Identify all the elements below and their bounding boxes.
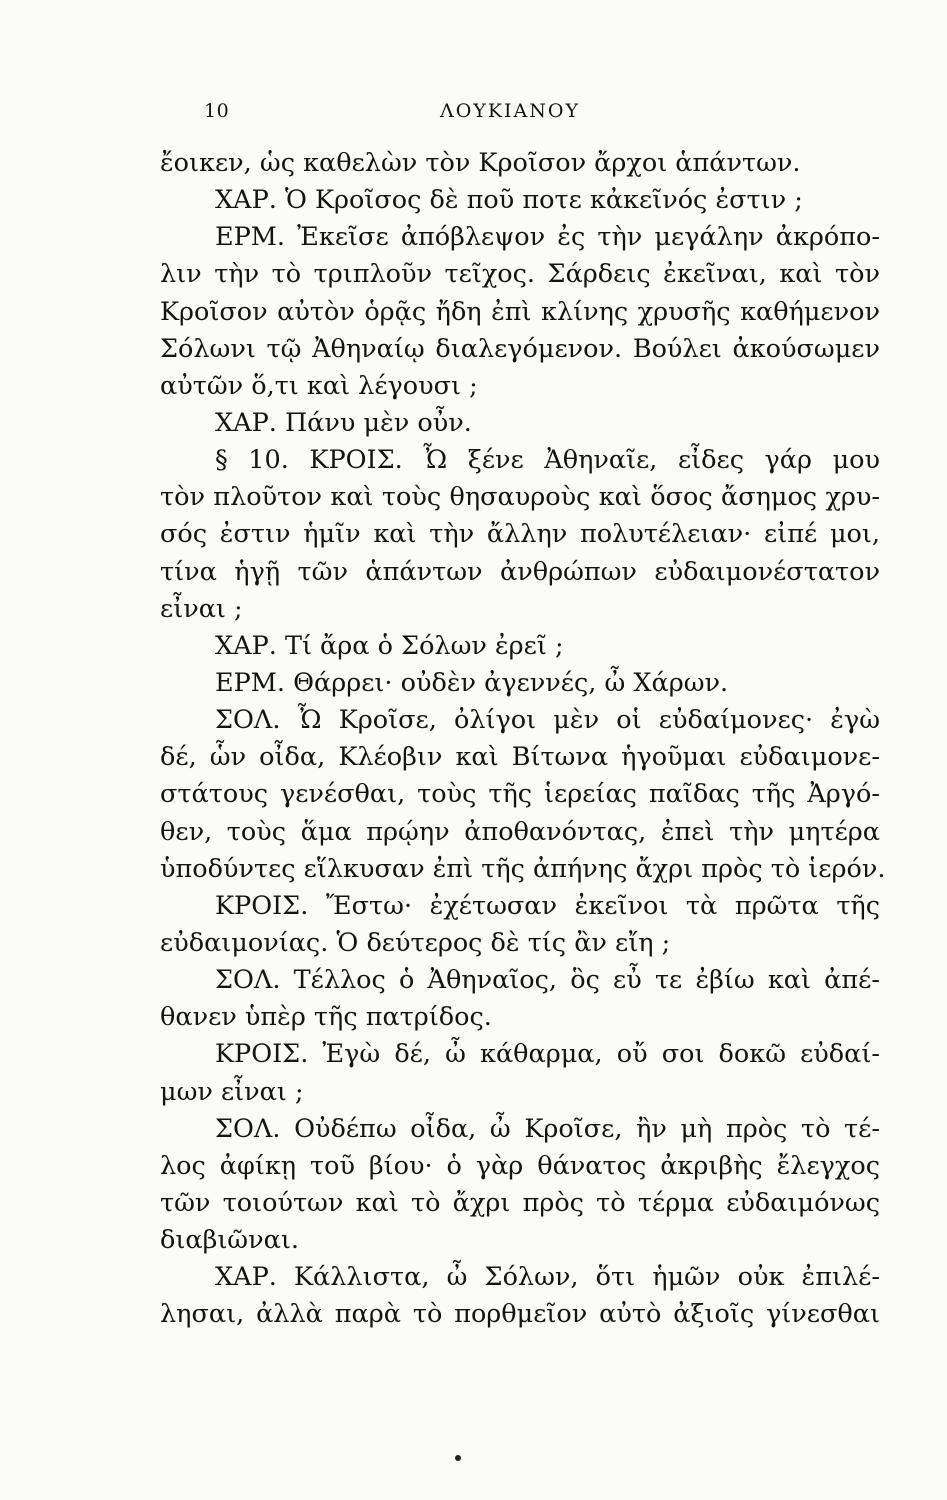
text-line: εἶναι ; xyxy=(160,593,243,624)
text-line: λος ἀφίκῃ τοῦ βίου· ὁ γὰρ θάνατος ἀκριβὴς ἔλεγχος xyxy=(160,1150,880,1181)
text-line: Κροῖσον αὐτὸν ὁρᾷς ἤδη ἐπὶ κλίνης χρυσῆς καθήμενον xyxy=(160,296,880,327)
text-line: θεν, τοὺς ἅμα πρῴην ἀποθανόντας, ἐπεὶ τὴν μητέρα xyxy=(160,816,880,847)
ink-speck xyxy=(455,1455,461,1461)
text-line: ἔοικεν, ὡς καθελὼν τὸν Κροῖσον ἄρχοι ἁπάντων. xyxy=(160,148,801,178)
text-line: ΣΟΛ. Οὐδέπω οἶδα, ὦ Κροῖσε, ἢν μὴ πρὸς τὸ τέ- xyxy=(215,1113,880,1144)
text-line: μων εἶναι ; xyxy=(160,1076,304,1107)
text-line: σός ἐστιν ἡμῖν καὶ τὴν ἄλλην πολυτέλειαν· εἰπέ μοι, xyxy=(160,519,880,550)
body-text xyxy=(160,145,886,1334)
text-line: θανεν ὑπὲρ τῆς πατρίδος. xyxy=(160,1002,492,1033)
text-line: ΣΟΛ. Τέλλος ὁ Ἀθηναῖος, ὃς εὖ τε ἐβίω καὶ ἀπέ- xyxy=(215,965,880,996)
text-line: ΧΑΡ. Ὁ Κροῖσος δὲ ποῦ ποτε κἀκεῖνός ἐστιν ; xyxy=(215,185,803,216)
text-line: τῶν τοιούτων καὶ τὸ ἄχρι πρὸς τὸ τέρμα εὐδαιμόνως xyxy=(160,1187,880,1218)
text-line: ΧΑΡ. Κάλλιστα, ὦ Σόλων, ὅτι ἡμῶν οὐκ ἐπιλέ- xyxy=(215,1262,880,1293)
text-line: διαβιῶναι. xyxy=(160,1225,299,1256)
text-line: ΧΑΡ. Πάνυ μὲν οὖν. xyxy=(215,407,472,438)
running-title: ΛΟΥΚΙΑΝΟΥ xyxy=(440,100,581,122)
text-line: εὐδαιμονίας. Ὁ δεύτερος δὲ τίς ἂν εἴη ; xyxy=(160,927,671,958)
text-line: ὑποδύντες εἵλκυσαν ἐπὶ τῆς ἀπήνης ἄχρι πρὸς τὸ ἱερόν. xyxy=(160,853,886,884)
page-number: 10 xyxy=(204,100,230,122)
page-header xyxy=(0,100,947,130)
text-line: δέ, ὧν οἶδα, Κλέοβιν καὶ Βίτωνα ἡγοῦμαι εὐδαιμονε- xyxy=(160,742,880,773)
text-line: τὸν πλοῦτον καὶ τοὺς θησαυροὺς καὶ ὅσος ἄσημος χρυ- xyxy=(160,482,880,513)
text-line: τίνα ἡγῇ τῶν ἁπάντων ἀνθρώπων εὐδαιμονέστατον xyxy=(160,556,880,587)
text-line: ΧΑΡ. Τί ἄρα ὁ Σόλων ἐρεῖ ; xyxy=(215,630,564,661)
text-line: στάτους γενέσθαι, τοὺς τῆς ἱερείας παῖδας τῆς Ἀργό- xyxy=(160,779,880,810)
text-line: ΕΡΜ. Θάρρει· οὐδὲν ἀγεννές, ὦ Χάρων. xyxy=(215,667,729,698)
text-line: λιν τὴν τὸ τριπλοῦν τεῖχος. Σάρδεις ἐκεῖναι, καὶ τὸν xyxy=(160,259,880,290)
text-line: ΚΡΟΙΣ. Ἐγὼ δέ, ὦ κάθαρμα, οὔ σοι δοκῶ εὐδαί- xyxy=(215,1039,880,1070)
text-line: § 10. ΚΡΟΙΣ. Ὦ ξένε Ἀθηναῖε, εἶδες γάρ μου xyxy=(215,445,880,476)
text-line: αὐτῶν ὅ,τι καὶ λέγουσι ; xyxy=(160,370,478,401)
text-line: ΕΡΜ. Ἐκεῖσε ἀπόβλεψον ἐς τὴν μεγάλην ἀκρόπο- xyxy=(215,222,880,253)
text-line: ΚΡΟΙΣ. Ἔστω· ἐχέτωσαν ἐκεῖνοι τὰ πρῶτα τῆς xyxy=(215,890,880,921)
text-line: Σόλωνι τῷ Ἀθηναίῳ διαλεγόμενον. Βούλει ἀκούσωμεν xyxy=(160,333,880,364)
text-line: ΣΟΛ. Ὦ Κροῖσε, ὀλίγοι μὲν οἱ εὐδαίμονες· ἐγὼ xyxy=(215,705,880,736)
text-line: λησαι, ἀλλὰ παρὰ τὸ πορθμεῖον αὐτὸ ἀξιοῖς γίνεσθαι xyxy=(160,1299,880,1330)
